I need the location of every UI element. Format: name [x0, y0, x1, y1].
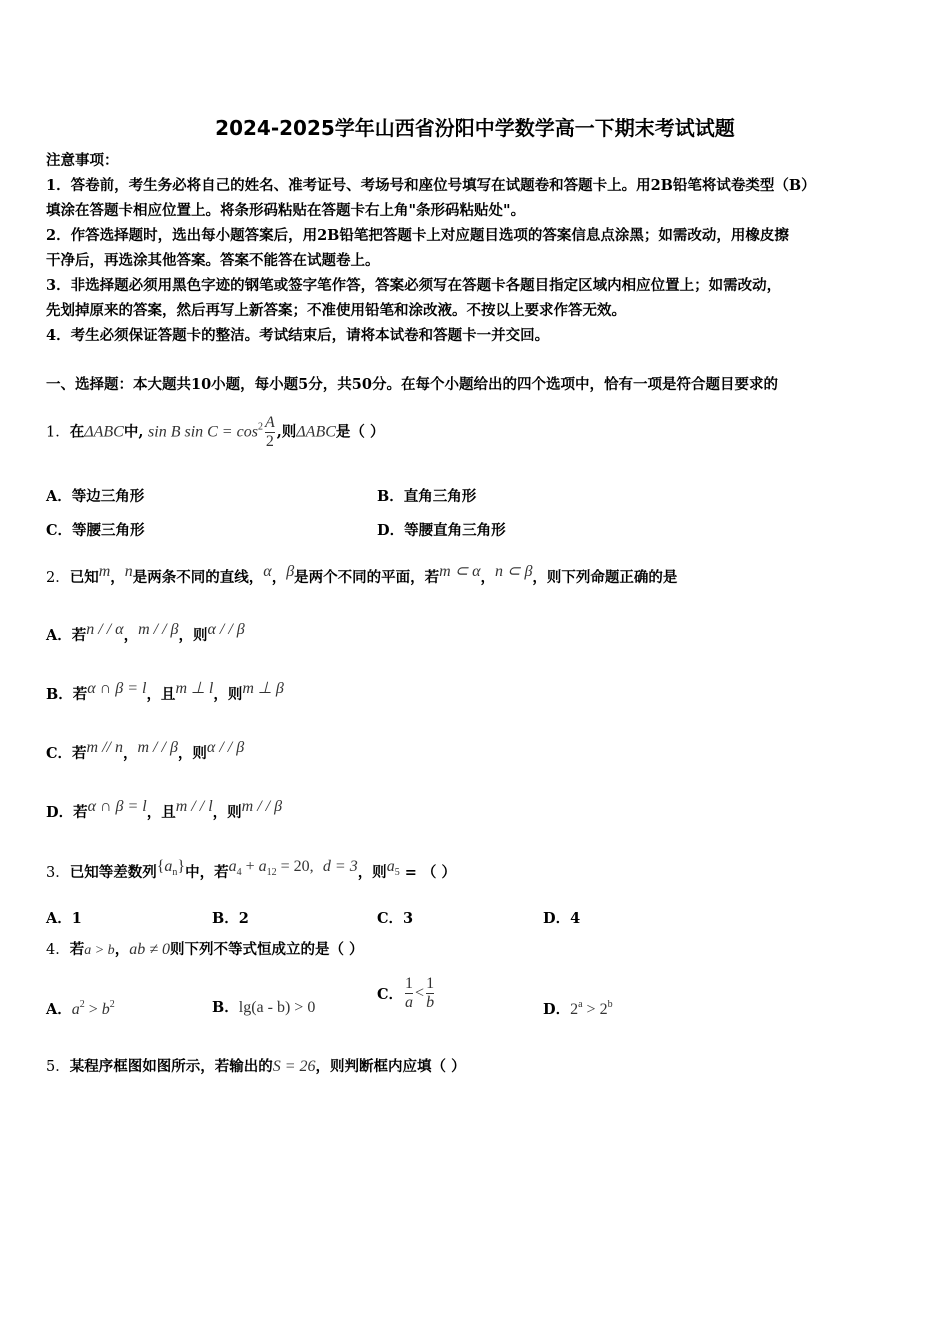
q2-option-a: A．若n / / α，m / / β，则α / / β: [46, 621, 245, 644]
section-heading: 一、选择题：本大题共10小题，每小题5分，共50分。在每个小题给出的四个选项中，恰有一项是符合题目要求的: [46, 376, 778, 393]
q4-option-d: D．$2^a > 2^b$: [543, 999, 613, 1018]
question-5: 5．某程序框图如图所示，若输出的S = 26，则判断框内应填（ ）: [46, 1058, 466, 1075]
q1-option-c: C．等腰三角形: [46, 522, 145, 539]
q3-option-d: D．4: [543, 910, 581, 927]
q1-option-a: A．等边三角形: [46, 488, 145, 505]
notice-item-1a: 1．答卷前，考生务必将自己的姓名、准考证号、考场号和座位号填写在试题卷和答题卡上。用2B铅笔将试卷类型（B）: [46, 177, 816, 194]
q4-option-b: B．lg(a - b) > 0: [212, 999, 316, 1016]
q2-option-b: B．若α ∩ β = l，且m ⊥ l，则m ⊥ β: [46, 680, 284, 703]
notice-item-4: 4．考生必须保证答题卡的整洁。考试结束后，请将本试卷和答题卡一并交回。: [46, 327, 550, 344]
fraction-a-over-2: $\frac{A}{2}$: [264, 414, 275, 450]
q2-option-d: D．若α ∩ β = l，且m / / l，则m / / β: [46, 798, 283, 821]
question-1: 1．在ΔABC中, sin B $\sin C = \cos^2$ $\frac{A}{2}$ ,则ΔABC是（ ）: [46, 414, 385, 450]
q4-option-a: A．$a^2 > b^2$: [46, 999, 115, 1018]
notice-item-2a: 2．作答选择题时，选出每小题答案后，用2B铅笔把答题卡上对应题目选项的答案信息点涂黑；如需改动，用橡皮擦: [46, 227, 789, 244]
question-4: 4．若a > b，ab ≠ 0则下列不等式恒成立的是（ ）: [46, 941, 364, 958]
notice-item-2b: 干净后，再选涂其他答案。答案不能答在试题卷上。: [46, 252, 380, 269]
q1-option-d: D．等腰直角三角形: [377, 522, 506, 539]
q1-option-b: B．直角三角形: [377, 488, 477, 505]
q3-option-a: A．1: [46, 910, 82, 927]
q4-option-c: C． $\frac{1}{a}$ < $\frac{1}{b}$: [377, 975, 435, 1011]
notice-item-1b: 填涂在答题卡相应位置上。将条形码粘贴在答题卡右上角"条形码粘贴处"。: [46, 202, 526, 219]
question-2: 2．已知m，n是两条不同的直线，α，β是两个不同的平面，若m ⊂ α，n ⊂ β，则下列命题正确的是: [46, 563, 678, 586]
q3-option-b: B．2: [212, 910, 249, 927]
page-title: 2024-2025学年山西省汾阳中学数学高一下期末考试试题: [215, 116, 735, 140]
q3-option-c: C．3: [377, 910, 414, 927]
question-3: 3．已知等差数列$\{a^n\}$中，若$a^4 + a^{12} = 20$, d = 3，则$a^5$ = （ ）: [46, 858, 456, 881]
q2-option-c: C．若m // n，m / / β，则α / / β: [46, 739, 245, 762]
notice-heading: 注意事项：: [46, 152, 119, 169]
notice-item-3a: 3．非选择题必须用黑色字迹的钢笔或签字笔作答，答案必须写在答题卡各题目指定区域内相应位置上；如需改动，: [46, 277, 782, 294]
notice-item-3b: 先划掉原来的答案，然后再写上新答案；不准使用铅笔和涂改液。不按以上要求作答无效。: [46, 302, 626, 319]
